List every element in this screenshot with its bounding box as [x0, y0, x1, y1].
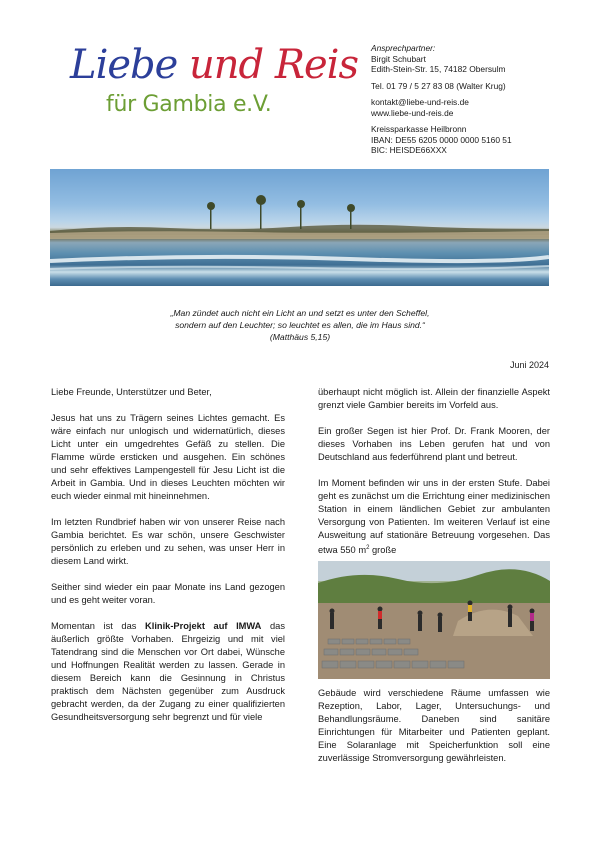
contact-web-link[interactable]: www.liebe-und-reis.de [371, 107, 454, 118]
contact-address: Edith-Stein-Str. 15, 74182 Obersulm [371, 64, 506, 74]
paragraph: Seither sind wieder ein paar Monate ins Land gezogen und es geht weiter voran. [51, 582, 285, 605]
letter-date: Juni 2024 [509, 360, 549, 370]
paragraph: überhaupt nicht möglich ist. Allein der finanzielle Aspekt grenzt viele Gambier bereits im Vorfeld aus. [318, 387, 550, 410]
left-column [51, 386, 285, 724]
beach-panorama-drawing [50, 169, 549, 286]
quote-line-1: „Man zündet auch nicht ein Licht an und setzt es unter den Scheffel, [170, 308, 430, 318]
paragraph: Momentan ist das Klinik-Projekt auf IMWA das äußerlich größte Vorhaben. Ehrgeizig und mit viel Tatendrang sind die Menschen vor Ort dabei, Wünsche und Hoffnungen Realität werden zu lassen. Gerade in diesem Bereich kann die Gesinnung in Christus praktisch dem Nächsten gegenüber zum Ausdruck gebracht werden, da der Zugang zu einer qualifizierten Gesundheitsversorgung sehr begrenzt und für viele [51, 621, 285, 722]
logo-word-und: und [189, 42, 264, 88]
contact-phone: Tel. 01 79 / 5 27 83 08 (Walter Krug) [371, 80, 506, 91]
logo-word-reis: Reis [274, 42, 358, 88]
logo-word-liebe: Liebe [70, 42, 178, 88]
contact-block [371, 43, 512, 156]
clinic-project-highlight: Klinik-Projekt auf IMWA [145, 621, 262, 631]
bank-iban: IBAN: DE55 6205 0000 0000 5160 51 [371, 134, 512, 145]
quote-reference: (Matthäus 5,15) [269, 332, 331, 342]
bible-quote [100, 307, 500, 343]
beach-panorama-image [50, 169, 549, 286]
quote-line-2: sondern auf den Leuchter; so leuchtet es allen, die im Haus sind.“ [175, 320, 425, 330]
right-column [318, 386, 550, 765]
paragraph: Ein großer Segen ist hier Prof. Dr. Frank Mooren, der dieses Vorhaben ins Leben gerufen hat und von Deutschland aus federführend plant und betreut. [318, 426, 550, 462]
bank-name: Kreissparkasse Heilbronn [371, 124, 467, 134]
paragraph: Jesus hat uns zu Trägern seines Lichtes gemacht. Es wäre einfach nur unlogisch und widernatürlich, dieses Licht unter ein umgedrehtes Gefäß zu stellen. Die Flamme würde ersticken und ausgehen. Ein schönes und sehr effektives Lampengestell für Jesu Licht ist die Arbeit in Gambia. Und in dieses Leuchten möchten wir euch wieder einmal mit hineinnehmen. [51, 413, 285, 501]
logo [70, 42, 358, 132]
contact-email-link[interactable]: kontakt@liebe-und-reis.de [371, 97, 469, 107]
paragraph: Gebäude wird verschiedene Räume umfassen wie Rezeption, Labor, Lager, Untersuchungs- und Behandlungsräume. Daneben sind sanitäre Einrichtungen für Mitarbeiter und Patienten geplant. Eine Solaranlage mit Speicherfunktion soll eine zuverlässige Stromversorgung gewährleisten. [318, 688, 550, 764]
paragraph: Im Moment befinden wir uns in der ersten Stufe. Dabei geht es zunächst um die Errichtung einer medizinischen Station in einem ländlichen Gebiet zur ambulanten Versorgung von Patienten. Im weiteren Verlauf ist eine Ausweitung auf stationäre Betreuung vorgesehen. Das etwa 550 $m^2$ große [318, 478, 550, 556]
greeting: Liebe Freunde, Unterstützer und Beter, [51, 387, 212, 397]
construction-site-photo [318, 561, 550, 679]
paragraph: Im letzten Rundbrief haben wir von unserer Reise nach Gambia berichtet. Es war schön, unsere Geschwister persönlich zu erleben und zu sehen, was unser Herr in diesem Land wirkt. [51, 517, 285, 566]
logo-title [70, 42, 358, 88]
contact-name: Birgit Schubart [371, 53, 426, 64]
logo-subtitle: für Gambia e.V. [106, 92, 272, 117]
contact-heading: Ansprechpartner: [371, 43, 436, 53]
construction-photo-drawing [318, 561, 550, 679]
bank-bic: BIC: HEISDE66XXX [371, 145, 447, 155]
